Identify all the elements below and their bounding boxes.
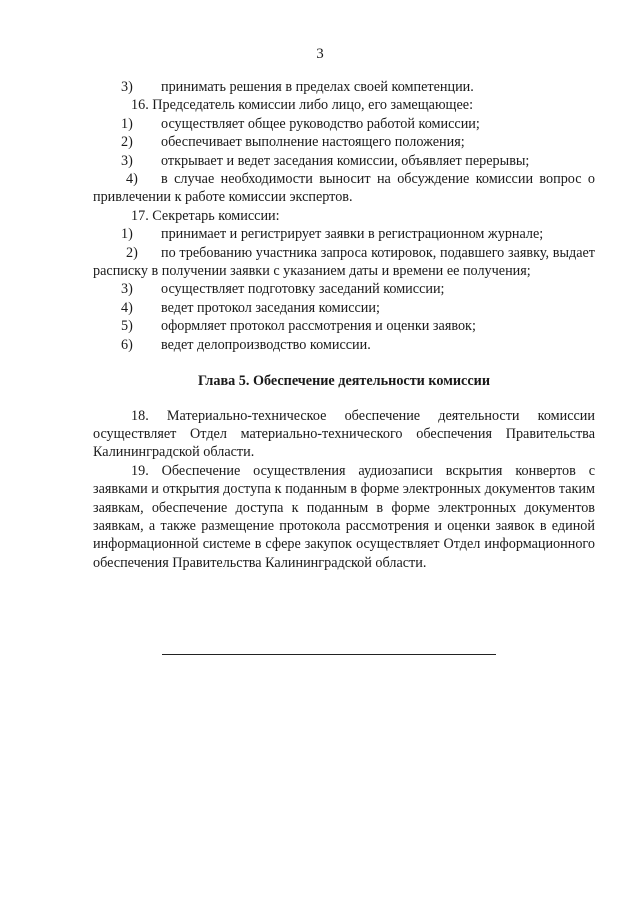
list-item	[93, 133, 595, 151]
list-item-text: по требованию участника запроса котировок, подавшего заявку, выдает расписку в получении заявки с указанием даты и времени ее получения;	[93, 244, 595, 280]
list-item-number: 5)	[121, 318, 133, 335]
list-item	[93, 225, 595, 243]
end-divider	[162, 654, 496, 655]
list-item	[93, 115, 595, 133]
list-item-number: 6)	[121, 336, 133, 353]
list-item-number: 4)	[126, 171, 138, 188]
paragraph-18: 18. Материально-техническое обеспечение деятельности комиссии осуществляет Отдел материально-технического обеспечения Правительства Калининградской области.	[93, 407, 595, 461]
list-item	[93, 299, 595, 317]
list-item-number: 2)	[121, 134, 133, 151]
list-item-text: оформляет протокол рассмотрения и оценки заявок;	[161, 318, 476, 335]
list-item-number: 1)	[121, 226, 133, 243]
list-item	[93, 152, 595, 170]
document-body	[93, 78, 595, 572]
paragraph-16: 16. Председатель комиссии либо лицо, его замещающее:	[131, 97, 474, 114]
list-item-text: принимать решения в пределах своей компетенции.	[161, 79, 474, 95]
list-item-text: обеспечивает выполнение настоящего положения;	[161, 134, 465, 151]
list-item-text: открывает и ведет заседания комиссии, объявляет перерывы;	[161, 152, 530, 169]
chapter-heading: Глава 5. Обеспечение деятельности комиссии	[197, 373, 490, 390]
list-item	[93, 78, 595, 96]
paragraph-19: 19. Обеспечение осуществления аудиозаписи вскрытия конвертов с заявками и открытия доступа к поданным в форме электронных документов таким заявкам, обеспечение доступа к поданным в форме электронных документов заявкам, а также размещение протокола рассмотрения и оценки заявок в единой информационной системе в сфере закупок осуществляет Отдел информационного обеспечения Правительства Калининградской области.	[93, 462, 595, 571]
list-item	[93, 317, 595, 335]
list-item	[93, 280, 595, 298]
list-item-number: 4)	[121, 299, 133, 316]
paragraph-17: 17. Секретарь комиссии:	[131, 207, 280, 224]
list-item	[93, 336, 595, 354]
list-item-text: в случае необходимости выносит на обсуждение комиссии вопрос о привлечении к работе комиссии экспертов.	[93, 171, 595, 206]
list-item-wrapping	[93, 244, 595, 281]
list-item-text: осуществляет подготовку заседаний комиссии;	[161, 281, 445, 298]
list-item-number: 3)	[121, 281, 133, 298]
list-item-wrapping	[93, 170, 595, 207]
list-item-number: 2)	[126, 244, 138, 261]
page-number: 3	[316, 46, 324, 62]
list-item-text: ведет протокол заседания комиссии;	[161, 299, 380, 316]
list-item-number: 3)	[121, 152, 133, 169]
list-item-text: осуществляет общее руководство работой комиссии;	[161, 115, 480, 132]
list-item-text: принимает и регистрирует заявки в регистрационном журнале;	[161, 226, 544, 243]
list-item-text: ведет делопроизводство комиссии.	[161, 336, 371, 353]
list-item-number: 3)	[121, 79, 133, 95]
list-item-number: 1)	[121, 115, 133, 132]
